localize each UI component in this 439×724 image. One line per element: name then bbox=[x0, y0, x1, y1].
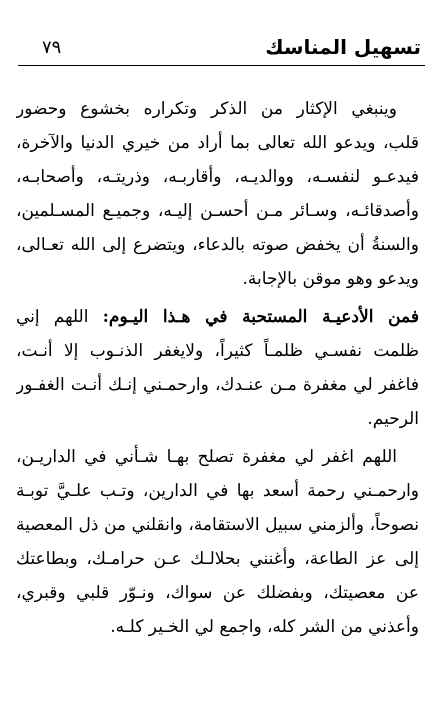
text-line: وارحمـني رحمة أسعد بها في الدارين، وتـب علـيَّ توبـة bbox=[16, 481, 419, 501]
header-divider bbox=[18, 65, 425, 66]
text-line bbox=[16, 300, 419, 334]
text-line: والسنةُ أن يخفض صوته بالدعاء، ويتضرع إلى الله تعـالى، bbox=[16, 235, 419, 255]
paragraph-recommended-supplications bbox=[16, 300, 419, 436]
text-line: ويدعو وهو موقن بالإجابة. bbox=[242, 269, 419, 289]
text-line: فاغفر لي مغفرة مـن عنـدك، وارحمـني إنـك أنـت الغفـور bbox=[16, 375, 419, 395]
page-header bbox=[18, 28, 425, 68]
running-title: تسهيل المناسك bbox=[265, 35, 421, 59]
bold-lead-in: فمن الأدعيـة المستحبة في هـذا اليـوم: bbox=[102, 307, 419, 327]
text-line: قلب، ويدعو الله تعالى بما أراد من خيري الدنيا والآخرة، bbox=[16, 133, 419, 153]
paragraph-remembrance bbox=[16, 92, 419, 296]
text-line: اللهم اغفر لي مغفرة تصلح بهـا شـأني في الداريـن، bbox=[16, 447, 397, 467]
text-line: وأصدقائـه، وسـائر مـن أحسـن إليـه، وجميـع المسـلمين، bbox=[16, 201, 419, 221]
text-line: فيدعـو لنفسـه، ووالديـه، وأقاربـه، وذريتـه، وأصحابـه، bbox=[16, 167, 419, 187]
text-line: وينبغي الإكثار من الذكر وتكراره بخشوع وحضور bbox=[16, 99, 397, 119]
text-line: وأعذني من الشر كله، واجمع لي الخـير كلـه. bbox=[110, 617, 419, 637]
paragraph-supplication bbox=[16, 440, 419, 644]
text-line: ظلمت نفسـي ظلمـاً كثيراً، ولايغفر الذنـوب إلا أنـت، bbox=[16, 341, 419, 361]
text-line-continuation: اللهم إني bbox=[16, 307, 103, 327]
text-line: نصوحاً، وألزمني سبيل الاستقامة، وانقلني من ذل المعصية bbox=[16, 515, 419, 535]
text-line: عن معصيتك، وبفضلك عن سواك، ونـوّر قلبي وقبري، bbox=[16, 583, 419, 603]
page-number: ٧٩ bbox=[42, 37, 62, 58]
main-text bbox=[16, 92, 419, 644]
text-line: الرحيم. bbox=[367, 409, 419, 429]
text-line: إلى عز الطاعة، وأغنني بحلالـك عـن حرامـك، وبطاعتك bbox=[16, 549, 419, 569]
